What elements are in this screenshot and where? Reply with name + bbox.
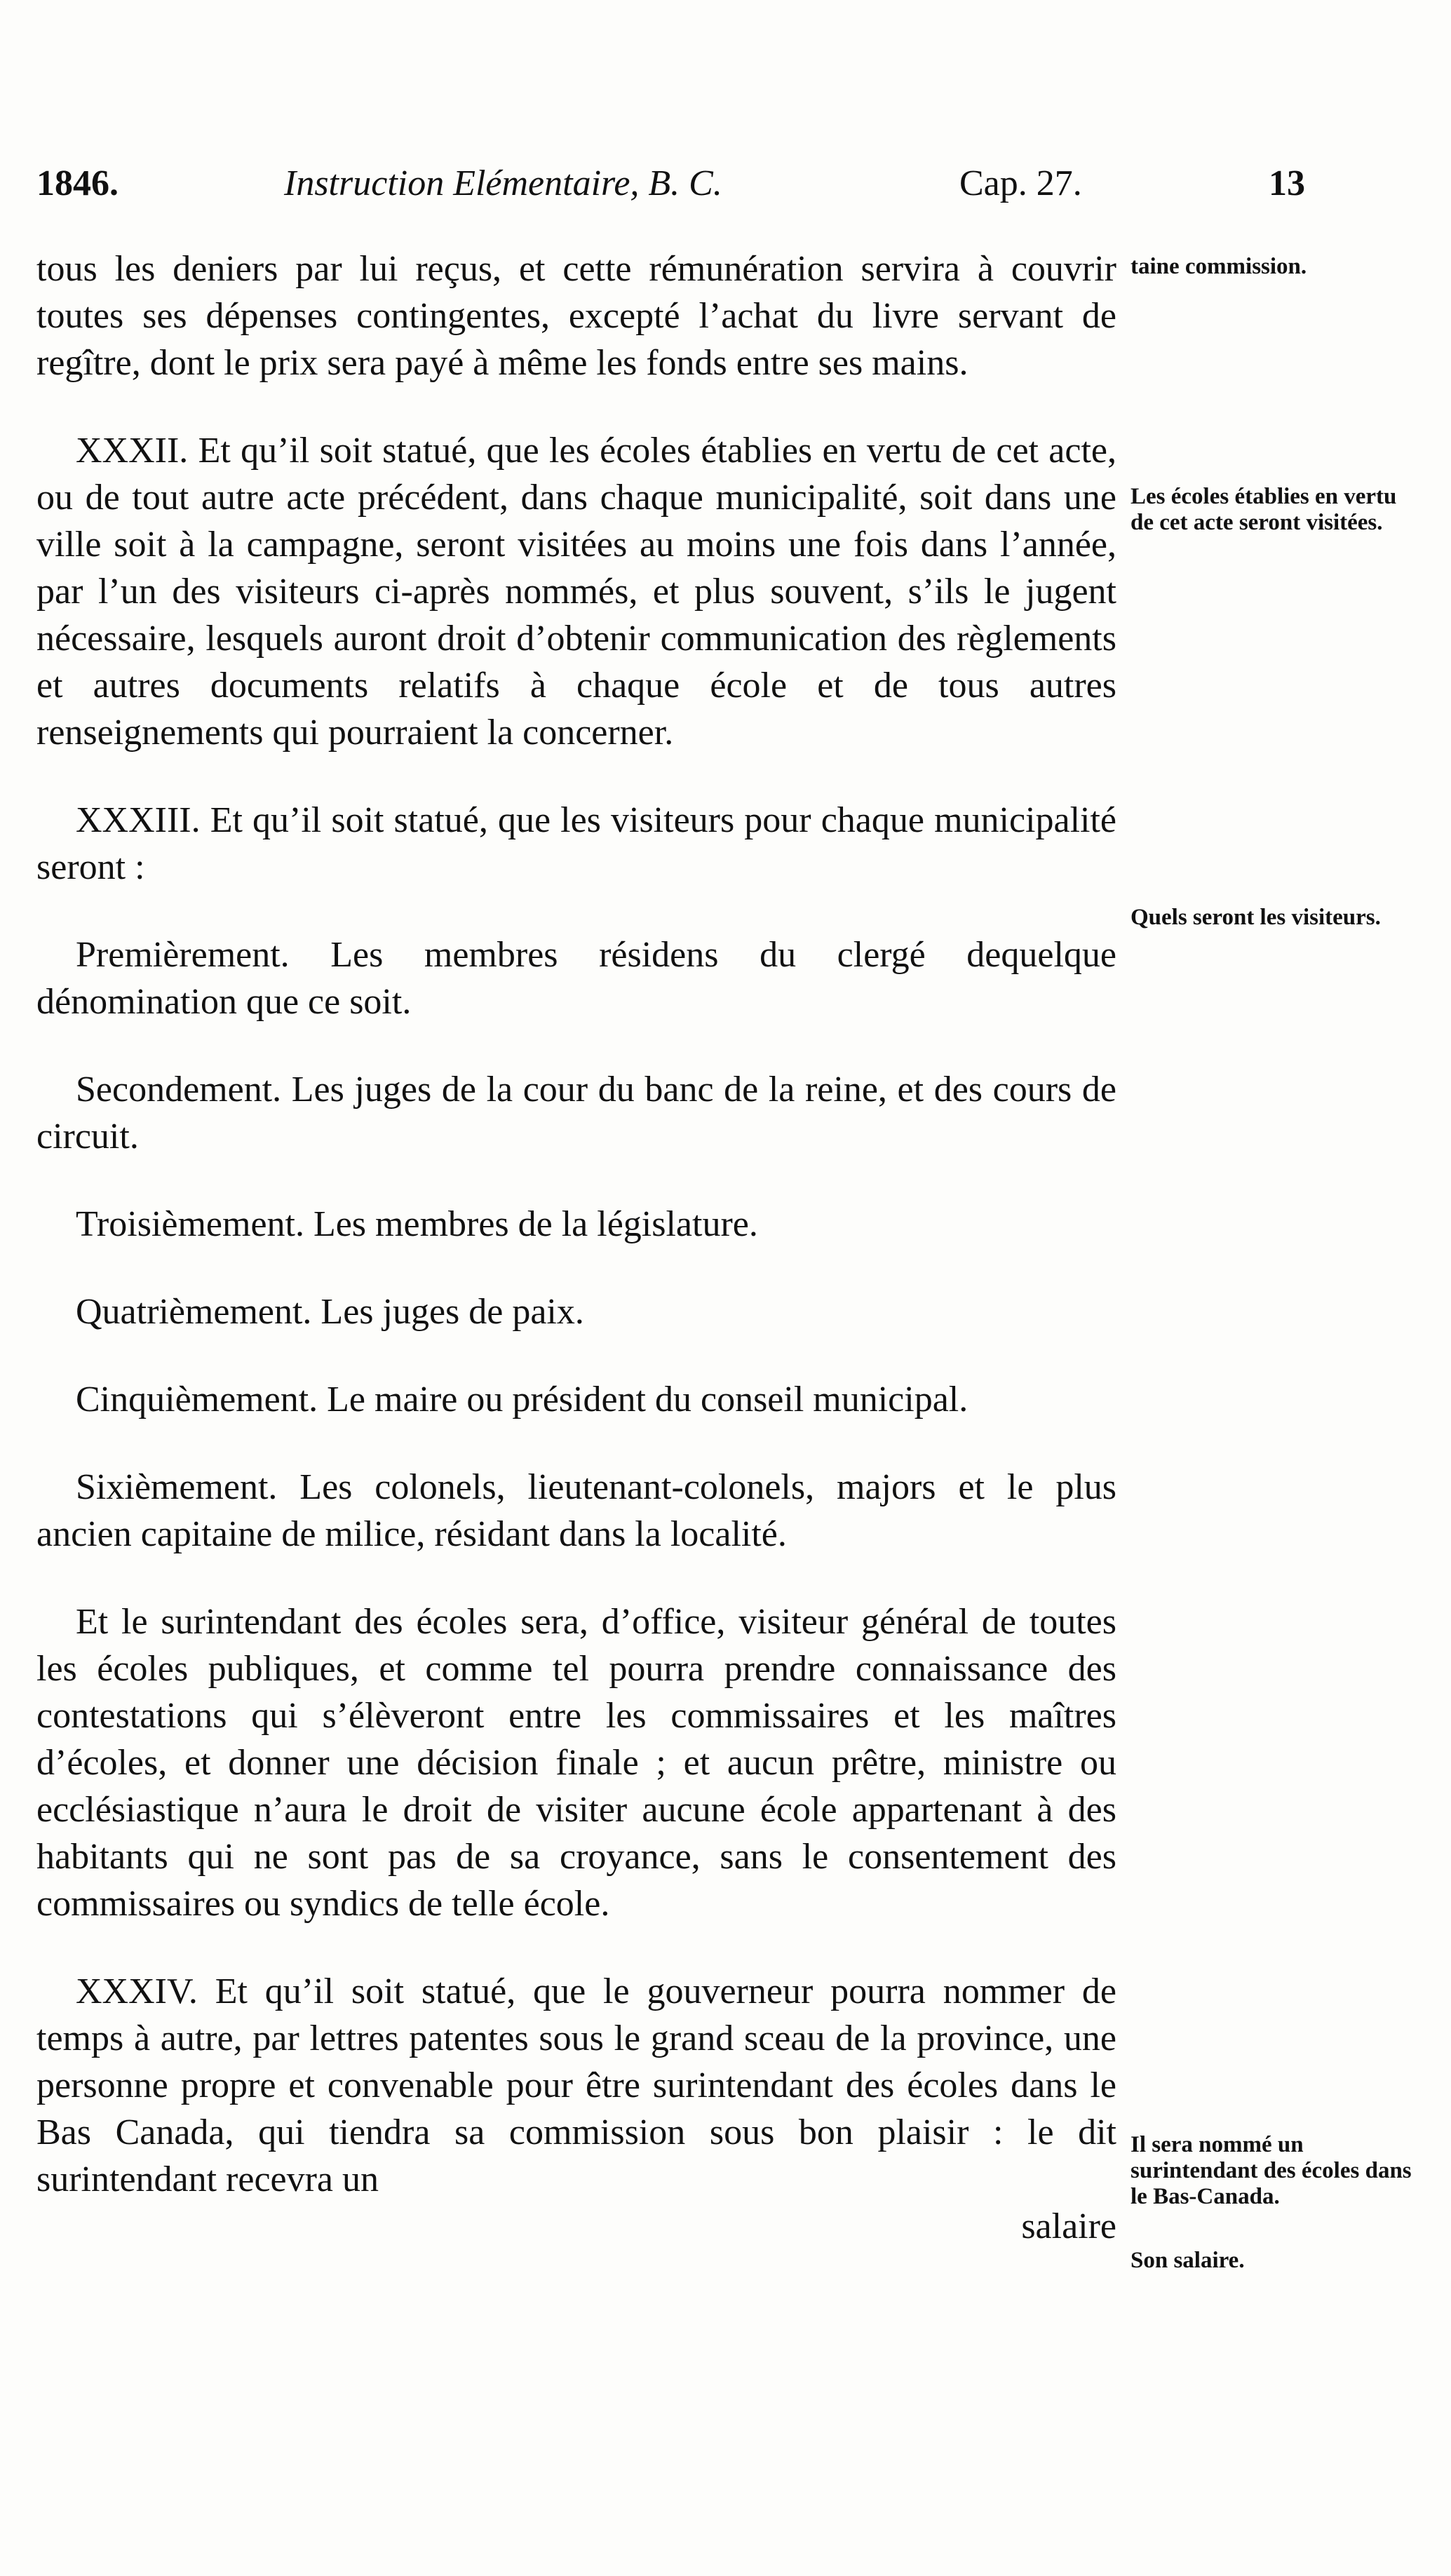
margin-note-salary: Son salaire. bbox=[1131, 2248, 1245, 2273]
paragraph-visitors-6: Sixièmement. Les colonels, lieutenant-colonels, majors et le plus ancien capitaine de milice, résidant dans la localité. bbox=[36, 1467, 1116, 1554]
catchword: salaire bbox=[1021, 2206, 1116, 2246]
page-number: 13 bbox=[1269, 163, 1305, 203]
paragraph-continuation: tous les deniers par lui reçus, et cette rémunération servira à couvrir toutes ses dépenses contingentes, excepté l’achat du livre servant de regître, dont le prix sera payé à même les fonds entre ses mains. bbox=[36, 249, 1116, 383]
header-title: Instruction Elémentaire, B. C. bbox=[284, 163, 722, 203]
margin-note-schools-visited: Les écoles établies en vertu de cet acte seront visitées. bbox=[1131, 484, 1397, 535]
margin-note-superintendent: Il sera nommé un surintendant des écoles dans le Bas-Canada. bbox=[1131, 2132, 1412, 2209]
paragraph-visitors-4: Quatrièmement. Les juges de paix. bbox=[76, 1292, 584, 1332]
paragraph-section-34: XXXIV. Et qu’il soit statué, que le gouverneur pourra nommer de temps à autre, par lettres patentes sous le grand sceau de la province, une personne propre et convenable pour être surintendant des écoles dans le Bas Canada, qui tiendra sa commission sous bon plaisir : le dit surintendant recevra un bbox=[36, 1971, 1116, 2199]
margin-note-commission: taine commission. bbox=[1131, 254, 1307, 279]
paragraph-visitors-5: Cinquièmement. Le maire ou président du conseil municipal. bbox=[76, 1380, 969, 1420]
paragraph-visitors-2: Secondement. Les juges de la cour du banc de la reine, et des cours de circuit. bbox=[36, 1070, 1116, 1156]
paragraph-visitors-3: Troisièmement. Les membres de la législature. bbox=[76, 1204, 758, 1244]
paragraph-visitors-1: Premièrement. Les membres résidens du clergé dequelque dénomination que ce soit. bbox=[36, 935, 1116, 1022]
paragraph-section-33: XXXIII. Et qu’il soit statué, que les visiteurs pour chaque municipalité seront : bbox=[36, 800, 1116, 887]
header-chapter: Cap. 27. bbox=[959, 163, 1082, 203]
margin-note-visitors: Quels seront les visiteurs. bbox=[1131, 905, 1381, 930]
paragraph-superintendent-visitor: Et le surintendant des écoles sera, d’office, visiteur général de toutes les écoles publiques, et comme tel pourra prendre connaissance des contestations qui s’élèveront entre les commissaires et les maîtres d’écoles, et donner une décision finale ; et aucun prêtre, ministre ou ecclésiastique n’aura le droit de visiter aucune école appartenant à des habitants qui ne sont pas de sa croyance, sans le consentement des commissaires ou syndics de telle école. bbox=[36, 1602, 1116, 1924]
main-text bbox=[36, 245, 1116, 2250]
paragraph-section-32: XXXII. Et qu’il soit statué, que les écoles établies en vertu de cet acte, ou de tout autre acte précédent, dans chaque municipalité, soit dans une ville soit à la campagne, seront visitées au moins une fois dans l’année, par l’un des visiteurs ci-après nommés, et plus souvent, s’ils le jugent nécessaire, lesquels auront droit d’obtenir communication des règlements et autres documents relatifs à chaque école et de tous autres renseignements qui pourraient la concerner. bbox=[36, 431, 1116, 753]
header-year: 1846. bbox=[36, 163, 119, 203]
